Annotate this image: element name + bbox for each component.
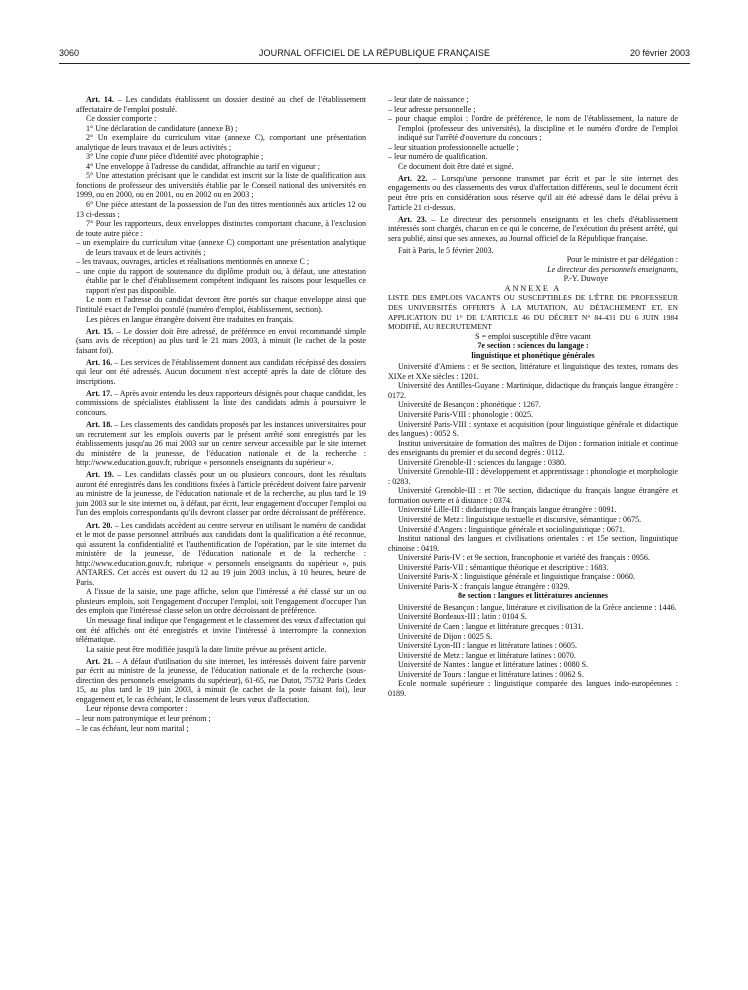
annexe-list-title: LISTE DES EMPLOIS VACANTS OU SUSCEPTIBLES DE L'ÊTRE DE PROFESSEUR DES UNIVERSITÉS OFFERTS À LA MUTATION, AU DÉTACHEMENT ET, EN APPLICATION DU 1° DE L'ARTICLE 46 DU DÉCRET N° 84-431 DU 6 JUIN 1984 MODIFIÉ, AU RECRUTEMENT [388,293,678,332]
article-label: Art. 17. [86,388,113,398]
dossier-intro: Ce dossier comporte : [86,114,157,124]
article-label: Art. 19. [86,470,114,480]
list-item: Université de Dijon : 0025 S. [398,631,493,641]
list-item: – une copie du rapport de soutenance du diplôme produit ou, à défaut, une attestation établie par le chef d'établissement compétent indiquant les raisons pour lesquelles ce rapport n'est pas disponible. [76,267,366,296]
list-item: Ecole normale supérieure : linguistique comparée des langues indo-européennes : 0189. [388,679,678,698]
article-text: – A défaut d'utilisation du site internet, les intéressés doivent faire parvenir par écrit au ministre de la jeunesse, de l'éducation nationale et de la recherche (sous-direction des personnels enseignants du supérieur), 61-65, rue Dutot, 75732 Paris Cedex 15, au plus tard le 19 juin 2003, à minuit (le cachet de la poste faisant foi), leur engagement et, le cas échéant, le classement de leurs vœux d'affectation. [76,656,366,704]
list-item: Université de Metz : langue et littérature latines : 0070. [398,650,576,660]
article-label: Art. 21. [86,656,114,666]
delegation-line: Pour le ministre et par délégation : [566,255,678,265]
issue-date: 20 février 2003 [629,48,690,58]
list-item: – leur date de naissance ; [388,95,678,105]
language-paragraph: Les pièces en langue étrangère doivent être traduites en français. [86,314,294,324]
article-text: – Le dossier doit être adressé, de préférence en envoi recommandé simple (sans avis de réception) au plus tard le 21 mars 2003, à minuit (le cachet de la poste faisant foi). [76,326,366,355]
header-rule [59,63,690,64]
director-title: Le directeur des personnels enseignants, [547,264,678,274]
list-item: – leur numéro de qualification. [388,152,678,162]
page-header [59,48,690,62]
article-text: – Lorsqu'une personne transmet par écrit et par le site internet des engagements ou des classements des vœux d'affectation différents, seul le document écrit peut être pris en considération sous réserve qu'il ait été adressé dans le délai prévu à l'article 21 ci-dessus. [388,173,678,212]
list-item: Université Paris-X : linguistique générale et linguistique française : 0060. [398,572,635,582]
section-8-list [388,603,678,698]
signatory-name: P.-Y. Duwoye [563,274,608,284]
article-text: – Le directeur des personnels enseignants et les chefs d'établissement intéressés sont chargés, chacun en ce qui le concerne, de l'exécution du présent arrêté, qui sera publié, ainsi que ses annexes, au Journal officiel de la République française. [388,214,678,243]
list-item: Université Grenoble-III : et 70e section, didactique du français langue étrangère et formation ouverte et à distance : 0374. [388,486,678,505]
article-19 [76,470,366,518]
reponse-list-continued [388,95,678,162]
article-text: – Les candidats classés pour un ou plusieurs concours, dont les résultats auront été enregistrés dans les conditions fixées à l'article précédent doivent faire parvenir au ministre de la jeunesse, de l'éducation nationale et de la recherche, au plus tard le 19 juin 2003 sur le site internet ou, à défaut, par écrit, leur engagement d'occuper l'emploi ou l'un des emplois correspondants qu'ils devront classer par ordre décroissant de préférence. [76,470,366,518]
list-item: Institut universitaire de formation des maîtres de Dijon : formation initiale et continue des enseignants du premier et du second degrés : 0112. [388,438,678,458]
article-label: Art. 23. [398,214,427,224]
saisie-paragraph: A l'issue de la saisie, une page affiche, selon que l'intéressé a été classé sur un ou plusieurs emplois, soit l'engagement d'occuper l'emploi, soit l'engagement d'occuper l'un des emplois que l'intéressé classe selon un ordre décroissant de préférence. [76,587,366,616]
list-item: Université Paris-VIII : phonologie : 0025. [398,410,533,419]
section-7-list [388,362,678,591]
article-label: Art. 15. [86,326,114,336]
list-item: Université Paris-VIII : syntaxe et acquisition (pour linguistique générale et didactique des langues) : 0052 S. [388,419,678,439]
article-22 [388,174,678,212]
journal-title: JOURNAL OFFICIEL DE LA RÉPUBLIQUE FRANÇAISE [258,48,491,58]
dossier-item-6: 6° Une pièce attestant de la possession de l'un des titres mentionnés aux articles 12 ou 13 ci-dessus ; [76,200,366,219]
article-label: Art. 22. [398,173,428,183]
modification-paragraph: La saisie peut être modifiée jusqu'à la date limite prévue au présent article. [86,644,327,654]
list-item: Université de Tours : langue et littérature latines : 0062 S. [398,669,584,679]
list-item: Université Grenoble-III : développement et apprentissage : phonologie et morphologie : 0283. [388,467,678,486]
list-item: Université Grenoble-II : sciences du langage : 0380. [398,457,567,467]
article-20 [76,521,366,588]
list-item: – pour chaque emploi : l'ordre de préférence, le nom de l'établissement, la nature de l'emploi (professeur des universités), la discipline et le numéro d'ordre de l'emploi indiqué sur l'arrêté d'ouverture du concours ; [388,114,678,143]
dossier-item-7: 7° Pour les rapporteurs, deux enveloppes distinctes comportant chacune, à l'exclusion de toute autre pièce : [76,219,366,238]
article-text: – Les classements des candidats proposés par les instances universitaires pour un recrutement sur les emplois ouverts par le présent arrêté sont enregistrés par les établissements jusqu'au 26 mai 2003 sur un centre serveur accessible par le site internet du ministère de la jeunesse, de l'éducation nationale et de la recherche : http://www.education.gouv.fr, rubrique « personnels enseignants du supérieur ». [76,420,366,468]
message-paragraph: Un message final indique que l'engagement et le classement des vœux d'affectation qui ont été affichés ont été enregistrés et invite l'intéressé à interrompre la connexion télématique. [76,615,366,645]
article-text: – Les candidats accèdent au centre serveur en utilisant le numéro de candidat et le mot de passe personnel attribués aux candidats dont la qualification a été reconnue, qui assurent la confidentialité et l'authentification de l'opération, par le site internet du ministère de la jeunesse, de l'éducation nationale et de la recherche : http://www.education.gouv.fr, rubrique « personnels enseignants du supérieur », puis ANTARES. Cet accès est ouvert du 12 au 19 juin 2003 inclus, à 10 heures, heure de Paris. [76,520,366,587]
list-item: – le cas échéant, leur nom marital ; [76,724,366,734]
list-item: Université de Besançon : langue, littérature et civilisation de la Grèce ancienne : 1446. [398,602,677,612]
envelope-paragraph: Le nom et l'adresse du candidat devront être portés sur chaque enveloppe ainsi que l'intitulé exact de l'emploi postulé (numéro d'emploi, établissement, section). [76,295,366,315]
article-text: – Les candidats établissent un dossier destiné au chef de l'établissement affectataire de l'emploi postulé. [76,95,366,114]
article-label: Art. 14. [86,95,114,104]
article-text: – Après avoir entendu les deux rapporteurs désignés pour chaque candidat, les commissions de spécialistes établissent la liste des candidats admis à poursuivre le concours. [76,388,366,417]
section-7-subheading: linguistique et phonétique générales [471,350,595,360]
list-item: Université Paris-VII : sémantique théorique et descriptive : 1683. [398,562,609,572]
article-21 [76,657,366,705]
list-item: Université d'Angers : linguistique générale et sociolinguistique : 0671. [398,524,625,534]
section-7-heading: 7e section : sciences du langage : [477,341,589,351]
list-item: – leur adresse personnelle ; [388,105,678,115]
list-item: – leur situation professionnelle actuelle ; [388,143,678,153]
list-item: – un exemplaire du curriculum vitae (annexe C) comportant une présentation analytique de leurs travaux et de leurs activités ; [76,238,366,257]
list-item: Université de Caen : langue et littérature grecques : 0131. [398,622,584,632]
list-item: Université des Antilles-Guyane : Martinique, didactique du français langue étrangère : 0172. [388,381,678,400]
annexe-heading: ANNEXE A [504,283,562,293]
article-15 [76,327,366,356]
list-item: Université Paris-X : français langue étrangère : 0329. [398,581,570,591]
section-8-heading: 8e section : langues et littératures anciennes [457,591,609,601]
list-item: Université de Besançon : phonétique : 1267. [398,400,541,410]
list-item: Université Lyon-III : langue et littérature latines : 0605. [398,641,577,651]
reponse-list [76,714,366,733]
list-item: Université de Nantes : langue et littérature latines : 0080 S. [398,660,589,670]
fait-a-paris: Fait à Paris, le 5 février 2003. [398,245,494,255]
rapporteur-list [76,238,366,295]
list-item: – leur nom patronymique et leur prénom ; [76,714,366,724]
signature-note: Ce document doit être daté et signé. [398,161,514,171]
left-column [76,95,366,733]
right-column [388,95,678,698]
article-label: Art. 16. [86,357,113,367]
article-text: – Les services de l'établissement donnent aux candidats récépissé des dossiers qui leur ont été adressés. Aucun document n'est accepté après la date de clôture des inscriptions. [76,357,366,386]
article-17 [76,389,366,418]
dossier-item-2: 2° Un exemplaire du curriculum vitae (annexe C), comportant une présentation analytique de leurs travaux et de leurs activités ; [76,133,366,152]
list-item: Université d'Amiens : et 9e section, littérature et linguistique des textes, romans des XIXe et XXe siècles : 1201. [388,362,678,381]
list-item: Institut national des langues et civilisations orientales : et 15e section, linguistique chinoise : 0419. [388,534,678,553]
dossier-item-4: 4° Une enveloppe à l'adresse du candidat, affranchie au tarif en vigueur ; [86,161,320,171]
article-23 [388,215,678,244]
list-item: Université Paris-IV : et 9e section, francophonie et variété des français : 0956. [398,553,650,563]
list-item: Université Lille-III : didactique du français langue étrangère : 0091. [398,505,617,515]
dossier-item-5: 5° Une attestation précisant que le candidat est inscrit sur la liste de qualification aux fonctions de professeur des universités établie par le Conseil national des universités en 1999, ou en 2000, ou en 2001, ou en 2002 ou en 2003 ; [76,171,366,200]
reponse-intro: Leur réponse devra comporter : [86,704,188,714]
article-label: Art. 18. [86,420,113,430]
article-16 [76,358,366,387]
dossier-item-1: 1° Une déclaration de candidature (annexe B) ; [86,123,238,133]
dossier-item-3: 3° Une copie d'une pièce d'identité avec photographie ; [86,152,264,162]
article-14 [76,95,366,114]
vacancy-legend: S = emploi susceptible d'être vacant [475,331,591,341]
article-label: Art. 20. [86,520,113,530]
list-item: Université Bordeaux-III : latin : 0104 S. [398,612,527,622]
list-item: – les travaux, ouvrages, articles et réalisations mentionnés en annexe C ; [76,257,366,267]
article-18 [76,420,366,468]
list-item: Université de Metz : linguistique textuelle et discursive, sémantique : 0675. [398,515,642,525]
page-number: 3060 [59,48,80,58]
